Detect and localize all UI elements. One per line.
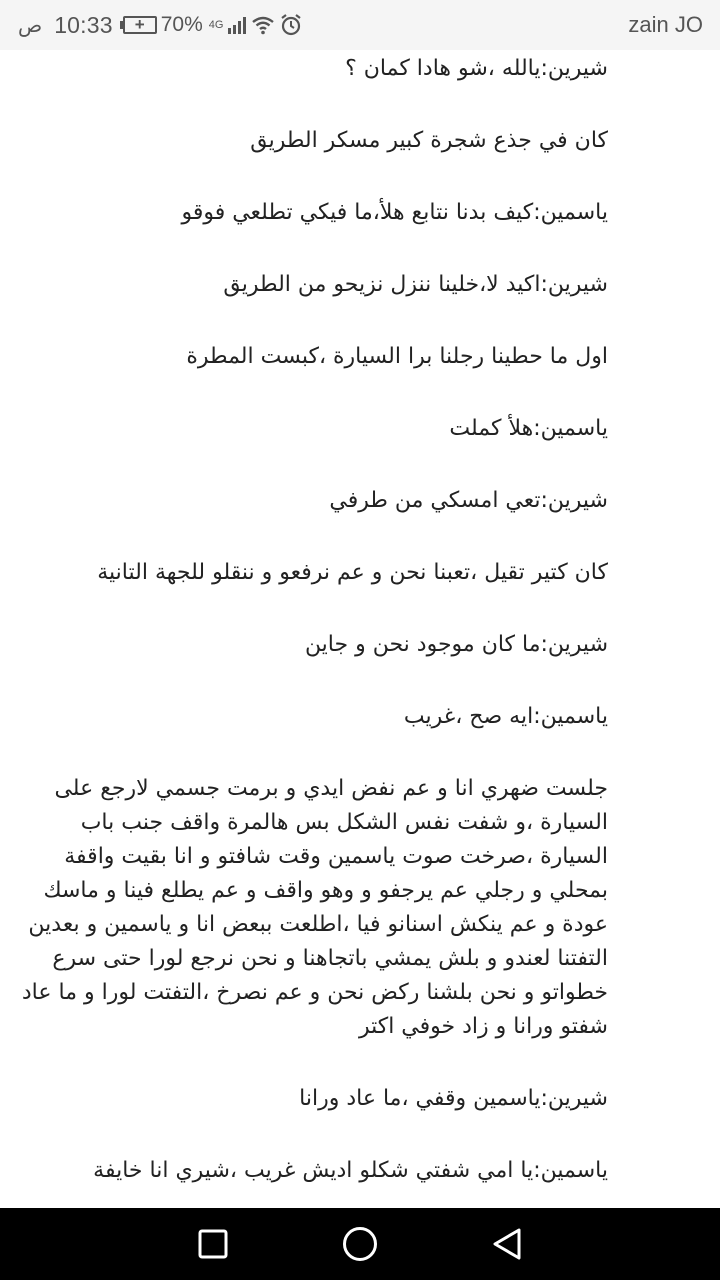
story-paragraph: شيرين:يالله ،شو هادا كمان ؟ — [345, 56, 608, 81]
status-icons — [119, 13, 304, 37]
story-paragraph: شيرين:تعي امسكي من طرفي — [329, 488, 608, 513]
signal-icon — [227, 15, 247, 35]
story-paragraph: اول ما حطينا رجلنا برا السيارة ،كبست المطرة — [186, 344, 608, 369]
story-paragraph: ياسمين:ايه صح ،غريب — [403, 704, 608, 729]
story-paragraph: ياسمين:كيف بدنا نتابع هلأ،ما فيكي تطلعي فوقو — [181, 200, 608, 225]
battery-icon — [119, 16, 157, 34]
story-paragraph: جلست ضهري انا و عم نفض ايدي و برمت جسمي لارجع على السيارة ،و شفت نفس الشكل بس هالمرة واقف جنب باب السيارة ،صرخت صوت ياسمين وقت شافتو و انا بقيت واقفة بمحلي و رجلي عم يرجفو و وهو واقف و عم يطلع فينا و ماسك عودة و عم ينكش اسنانو فيا ،اطلعت ببعض انا و ياسمين و بعدين التفتنا لعندو و بلش يمشي باتجاهنا و نحن نرجع لورا حتى سرع خطواتو و نحن بلشنا ركض نحن و عم نصرخ ،التفتت لورا و ما عاد شفتو ورانا و زاد خوفي اكتر — [21, 776, 608, 1039]
carrier-name: zain JO — [628, 12, 703, 37]
network-type: 4G — [208, 19, 224, 31]
story-content[interactable] — [0, 50, 720, 1208]
story-paragraph: ياسمين:هلأ كملت — [449, 416, 608, 441]
status-left — [18, 12, 303, 39]
back-button[interactable] — [482, 1219, 532, 1269]
recents-button[interactable] — [188, 1219, 238, 1269]
story-paragraph: كان في جذع شجرة كبير مسكر الطريق — [250, 128, 608, 153]
alarm-icon — [279, 13, 303, 37]
story-paragraph: ياسمين:يا امي شفتي شكلو اديش غريب ،شيري انا خايفة — [93, 1158, 608, 1183]
story-paragraph: شيرين:اكيد لا،خلينا ننزل نزيحو من الطريق — [223, 272, 608, 297]
story-paragraph: شيرين:ما كان موجود نحن و جاين — [304, 632, 608, 657]
circle-icon — [342, 1226, 378, 1262]
status-bar — [0, 0, 720, 50]
battery-percent: 70% — [160, 13, 203, 36]
status-ampm: ص — [18, 14, 43, 37]
home-button[interactable] — [335, 1219, 385, 1269]
back-triangle-icon — [491, 1227, 523, 1261]
story-paragraph: شيرين:ياسمين وقفي ،ما عاد ورانا — [299, 1086, 608, 1111]
navigation-bar — [0, 1208, 720, 1280]
square-icon — [198, 1229, 228, 1259]
story-paragraph: كان كتير تقيل ،تعبنا نحن و عم نرفعو و ننقلو للجهة التانية — [97, 560, 608, 585]
status-time: 10:33 — [54, 11, 113, 38]
wifi-icon — [251, 15, 275, 35]
